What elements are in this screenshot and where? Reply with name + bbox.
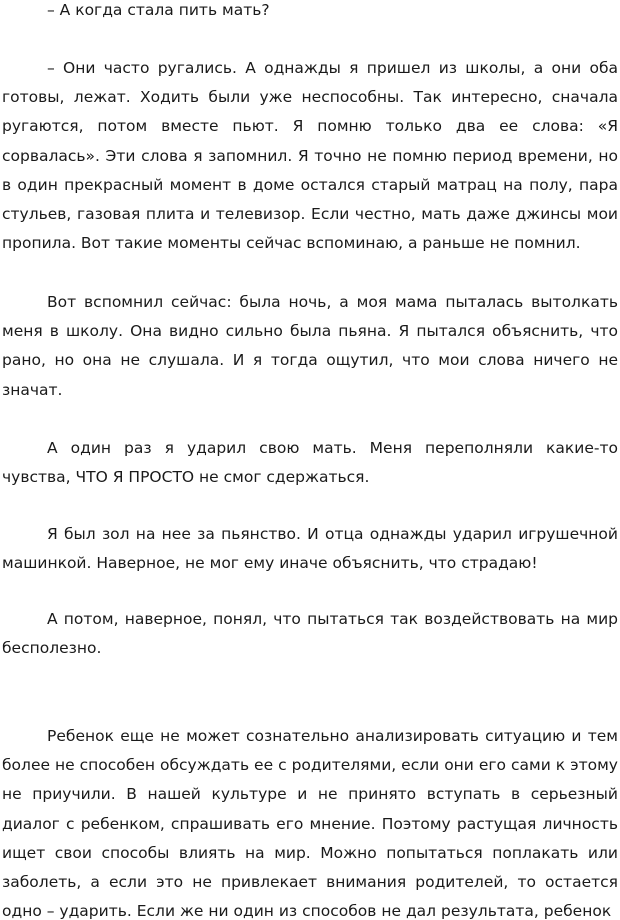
paragraph-angry-father: Я был зол на нее за пьянство. И отца однажды ударил игрушечной машинкой. Наверное, не мог ему иначе объяснить, что страдаю! <box>2 525 618 573</box>
paragraph-commentary: Ребенок еще не может сознательно анализировать ситуацию и тем более не способен обсуждать ее с родителями, если они его сами к этому не приучили. В нашей культуре и не принято вступать в серьезный диалог с ребенком, спрашивать его мнение. Поэтому растущая личность ищет свои способы влиять на мир. Можно попытаться поплакать или заболеть, а если это не привлекает внимания родителей, то остается одно – ударить. Если же ни один из способов не дал результата, ребенок <box>2 727 618 920</box>
paragraph-realization: А потом, наверное, понял, что пытаться так воздействовать на мир бесполезно. <box>2 610 618 658</box>
paragraph-night-memory: Вот вспомнил сейчас: была ночь, а моя мама пыталась вытолкать меня в школу. Она видно сильно была пьяна. Я пытался объяснить, что рано, но она не слушала. И я тогда ощутил, что мои слова ничего не значат. <box>2 293 618 399</box>
paragraph-hit-mother: А один раз я ударил свою мать. Меня переполняли какие-то чувства, ЧТО Я ПРОСТО не смог сдержаться. <box>2 439 618 487</box>
paragraph-answer: – Они часто ругались. А однажды я пришел из школы, а они оба готовы, лежат. Ходить были уже неспособны. Так интересно, сначала ругаются, потом вместе пьют. Я помню только два ее слова: «Я сорвалась». Эти слова я запомнил. Я точно не помню период времени, но в один прекрасный момент в доме остался старый матрац на полу, пара стульев, газовая плита и телевизор. Если честно, мать даже джинсы мои пропила. Вот такие моменты сейчас вспоминаю, а раньше не помнил. <box>2 59 618 253</box>
paragraph-question: – А когда стала пить мать? <box>47 1 270 19</box>
